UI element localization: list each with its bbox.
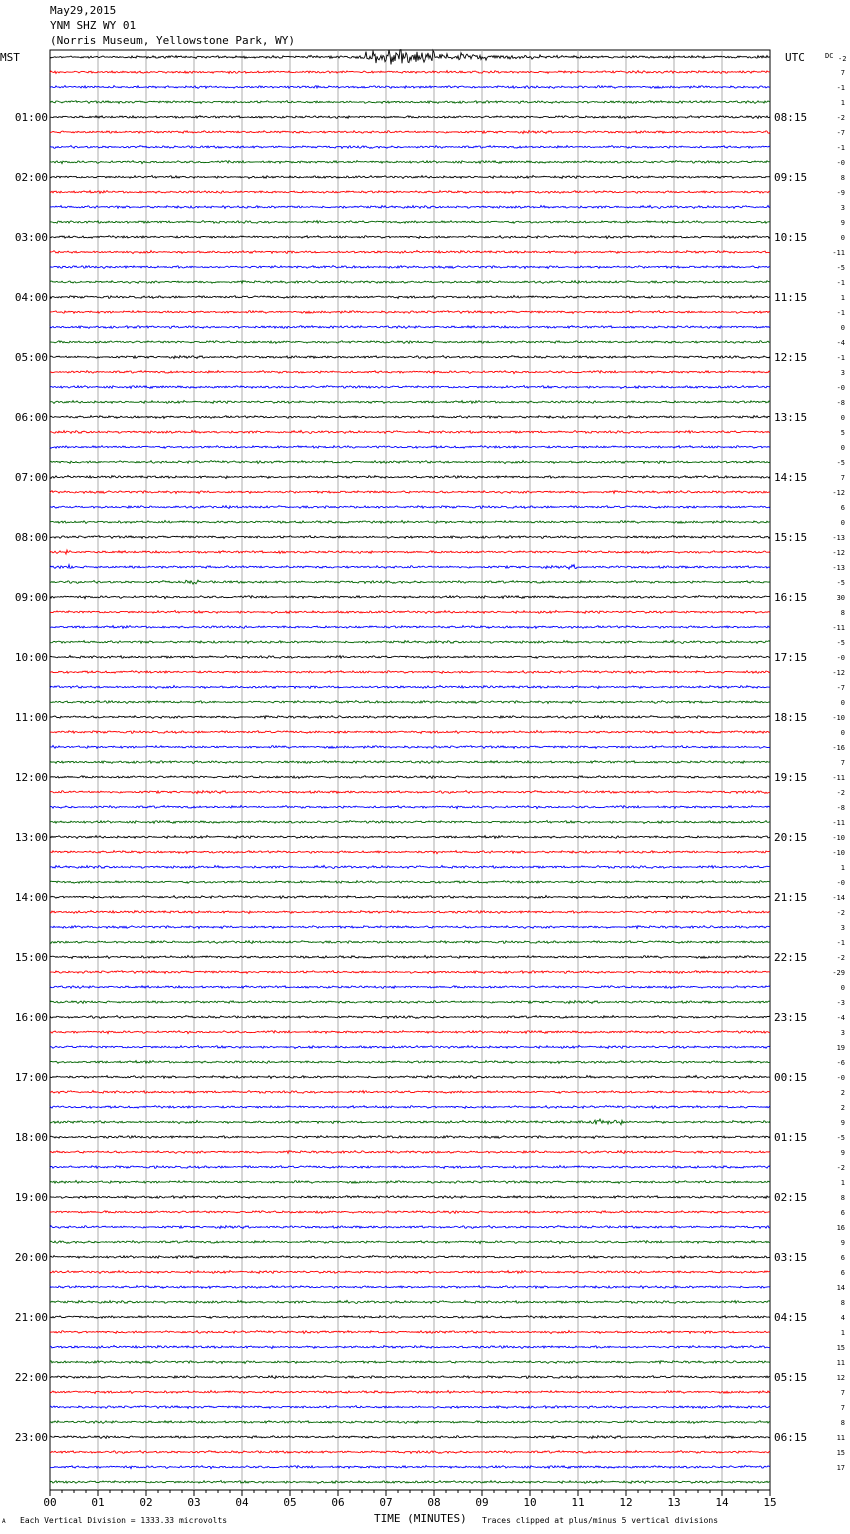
utc-hour-label: 02:15: [774, 1191, 808, 1204]
dc-offset-label: 1: [840, 1179, 845, 1187]
dc-offset-label: -11: [832, 624, 845, 632]
trace-47: [50, 761, 770, 764]
dc-offset-label: -12: [832, 549, 845, 557]
trace-87: [50, 1361, 770, 1364]
trace-26: [50, 446, 770, 449]
dc-offset-label: -0: [836, 384, 845, 392]
utc-hour-label: 04:15: [774, 1311, 808, 1324]
trace-72: [50, 1136, 770, 1139]
utc-hour-label: 16:15: [774, 591, 808, 604]
dc-offset-label: 6: [840, 1254, 845, 1262]
trace-49: [50, 791, 770, 794]
trace-83: [50, 1300, 770, 1303]
trace-28: [50, 476, 770, 479]
trace-64: [50, 1016, 770, 1019]
x-tick-label: 00: [43, 1496, 57, 1509]
trace-18: [50, 326, 770, 329]
station-location: (Norris Museum, Yellowstone Park, WY): [50, 34, 296, 47]
trace-32: [50, 536, 770, 539]
trace-33: [50, 550, 770, 554]
dc-offset-label: -10: [832, 849, 845, 857]
trace-70: [50, 1106, 770, 1109]
dc-offset-label: 30: [836, 594, 845, 602]
dc-offset-label: 1: [840, 294, 845, 302]
dc-offset-label: 7: [840, 69, 845, 77]
trace-52: [50, 836, 770, 839]
utc-hour-label: 10:15: [774, 231, 808, 244]
dc-offset-label: -1: [836, 279, 845, 287]
dc-offset-label: -0: [836, 879, 845, 887]
dc-offset-label: -5: [836, 639, 845, 647]
dc-offset-label: -5: [836, 459, 845, 467]
mst-hour-label: 09:00: [14, 591, 48, 604]
trace-85: [50, 1331, 770, 1334]
trace-92: [50, 1436, 770, 1439]
utc-hour-label: 12:15: [774, 351, 808, 364]
x-tick-label: 08: [427, 1496, 441, 1509]
utc-hour-label: 17:15: [774, 651, 808, 664]
dc-offset-label: 0: [840, 984, 845, 992]
x-tick-label: 15: [763, 1496, 777, 1509]
x-tick-label: 02: [139, 1496, 153, 1509]
trace-79: [50, 1241, 770, 1244]
x-tick-label: 10: [523, 1496, 537, 1509]
trace-86: [50, 1346, 770, 1349]
trace-25: [50, 430, 770, 433]
trace-39: [50, 640, 770, 643]
trace-46: [50, 746, 770, 749]
dc-offset-label: 11: [836, 1359, 845, 1367]
trace-78: [50, 1226, 770, 1229]
trace-48: [50, 776, 770, 779]
dc-offset-label: -0: [836, 1074, 845, 1082]
trace-88: [50, 1376, 770, 1379]
trace-2: [50, 86, 770, 89]
dc-offset-label: 9: [840, 219, 845, 227]
dc-offset-label: 14: [836, 1284, 845, 1292]
mst-hour-label: 20:00: [14, 1251, 48, 1264]
dc-offset-label: 8: [840, 174, 845, 182]
trace-36: [50, 596, 770, 599]
dc-offset-label: -0: [836, 159, 845, 167]
mst-hour-label: 01:00: [14, 111, 48, 124]
utc-hour-label: 13:15: [774, 411, 808, 424]
dc-offset-label: 9: [840, 1239, 845, 1247]
dc-offset-label: 3: [840, 369, 845, 377]
dc-offset-label: 17: [836, 1464, 845, 1472]
dc-offset-label: -1: [836, 309, 845, 317]
trace-57: [50, 911, 770, 914]
dc-offset-label: -9: [836, 189, 845, 197]
dc-offset-label: 0: [840, 699, 845, 707]
mst-hour-label: 12:00: [14, 771, 48, 784]
dc-offset-label: 8: [840, 1194, 845, 1202]
dc-offset-label: -10: [832, 834, 845, 842]
mst-hour-label: 07:00: [14, 471, 48, 484]
trace-62: [50, 986, 770, 989]
mst-hour-label: 21:00: [14, 1311, 48, 1324]
dc-offset-label: -11: [832, 774, 845, 782]
trace-90: [50, 1406, 770, 1409]
x-axis-title: TIME (MINUTES): [374, 1512, 467, 1525]
x-tick-label: 04: [235, 1496, 249, 1509]
trace-42: [50, 686, 770, 689]
dc-offset-label: -7: [836, 129, 845, 137]
x-tick-label: 09: [475, 1496, 489, 1509]
dc-offset-label: -13: [832, 564, 845, 572]
dc-axis-title: DC: [825, 52, 834, 60]
trace-30: [50, 506, 770, 509]
trace-61: [50, 971, 770, 974]
trace-93: [50, 1451, 770, 1454]
dc-offset-label: -3: [836, 999, 845, 1007]
utc-hour-label: 23:15: [774, 1011, 808, 1024]
dc-offset-label: 7: [840, 1389, 845, 1397]
trace-45: [50, 731, 770, 734]
trace-76: [50, 1196, 770, 1199]
x-tick-label: 13: [667, 1496, 681, 1509]
trace-69: [50, 1091, 770, 1094]
dc-offset-label: 8: [840, 609, 845, 617]
utc-hour-label: 05:15: [774, 1371, 808, 1384]
trace-80: [50, 1256, 770, 1259]
dc-offset-label: 6: [840, 1209, 845, 1217]
trace-1: [50, 71, 770, 74]
trace-19: [50, 341, 770, 344]
trace-21: [50, 371, 770, 374]
dc-offset-label: 0: [840, 729, 845, 737]
dc-offset-label: 6: [840, 1269, 845, 1277]
dc-offset-label: 9: [840, 1149, 845, 1157]
trace-12: [50, 236, 770, 239]
dc-offset-label: 1: [840, 1329, 845, 1337]
mst-hour-label: 04:00: [14, 291, 48, 304]
trace-95: [50, 1481, 770, 1484]
dc-offset-label: -1: [836, 939, 845, 947]
x-tick-label: 11: [571, 1496, 585, 1509]
dc-offset-label: 15: [836, 1344, 845, 1352]
dc-offset-label: 3: [840, 924, 845, 932]
utc-hour-label: 18:15: [774, 711, 808, 724]
dc-offset-label: 1: [840, 864, 845, 872]
trace-74: [50, 1166, 770, 1169]
clip-note: Traces clipped at plus/minus 5 vertical divisions: [482, 1516, 719, 1525]
utc-hour-label: 20:15: [774, 831, 808, 844]
trace-54: [50, 865, 770, 868]
trace-7: [50, 161, 770, 164]
trace-37: [50, 611, 770, 614]
mst-hour-label: 19:00: [14, 1191, 48, 1204]
dc-offset-label: -4: [836, 339, 845, 347]
mst-hour-label: 14:00: [14, 891, 48, 904]
dc-offset-label: -1: [836, 354, 845, 362]
dc-offset-label: -6: [836, 1059, 845, 1067]
trace-13: [50, 251, 770, 254]
dc-offset-label: -12: [832, 489, 845, 497]
trace-50: [50, 806, 770, 809]
mst-hour-label: 06:00: [14, 411, 48, 424]
mst-hour-label: 03:00: [14, 231, 48, 244]
trace-6: [50, 146, 770, 149]
trace-89: [50, 1391, 770, 1394]
trace-91: [50, 1421, 770, 1424]
trace-65: [50, 1031, 770, 1034]
trace-24: [50, 416, 770, 419]
trace-55: [50, 881, 770, 884]
utc-hour-label: 09:15: [774, 171, 808, 184]
trace-31: [50, 521, 770, 524]
trace-84: [50, 1316, 770, 1319]
dc-offset-label: 6: [840, 504, 845, 512]
trace-34: [50, 565, 770, 570]
trace-22: [50, 386, 770, 389]
dc-offset-label: 0: [840, 324, 845, 332]
trace-81: [50, 1271, 770, 1274]
mst-hour-label: 08:00: [14, 531, 48, 544]
trace-40: [50, 656, 770, 659]
mst-hour-label: 13:00: [14, 831, 48, 844]
trace-3: [50, 101, 770, 104]
dc-offset-label: -2: [836, 909, 845, 917]
dc-offset-label: -2: [836, 1164, 845, 1172]
trace-41: [50, 671, 770, 674]
dc-offset-label: -1: [836, 84, 845, 92]
trace-14: [50, 266, 770, 269]
mst-hour-label: 15:00: [14, 951, 48, 964]
dc-offset-label: 0: [840, 234, 845, 242]
trace-20: [50, 356, 770, 359]
mst-hour-label: 17:00: [14, 1071, 48, 1084]
dc-offset-label: -4: [836, 1014, 845, 1022]
trace-10: [50, 205, 770, 208]
trace-35: [50, 580, 770, 584]
trace-17: [50, 311, 770, 314]
dc-offset-label: 19: [836, 1044, 845, 1052]
dc-offset-label: 0: [840, 519, 845, 527]
dc-offset-label: -2: [836, 954, 845, 962]
scale-note: Each Vertical Division = 1333.33 microvolts: [20, 1516, 228, 1525]
trace-68: [50, 1075, 770, 1079]
dc-offset-label: 5: [840, 429, 845, 437]
dc-offset-label: 7: [840, 474, 845, 482]
dc-offset-label: -8: [836, 399, 845, 407]
trace-58: [50, 926, 770, 929]
trace-53: [50, 851, 770, 854]
dc-offset-label: -2: [836, 114, 845, 122]
trace-75: [50, 1181, 770, 1184]
mst-hour-label: 05:00: [14, 351, 48, 364]
dc-offset-label: 3: [840, 1029, 845, 1037]
dc-offset-label: -11: [832, 819, 845, 827]
utc-hour-label: 11:15: [774, 291, 808, 304]
dc-offset-label: -2: [838, 55, 847, 63]
utc-hour-label: 21:15: [774, 891, 808, 904]
mst-hour-label: 18:00: [14, 1131, 48, 1144]
dc-offset-label: -5: [836, 579, 845, 587]
trace-43: [50, 701, 770, 704]
trace-66: [50, 1046, 770, 1049]
trace-0: [50, 50, 770, 65]
corner-mark: A: [2, 1518, 6, 1525]
utc-hour-label: 14:15: [774, 471, 808, 484]
trace-9: [50, 191, 770, 194]
mst-hour-label: 16:00: [14, 1011, 48, 1024]
dc-offset-label: -14: [832, 894, 845, 902]
dc-offset-label: -1: [836, 144, 845, 152]
trace-8: [50, 176, 770, 179]
utc-hour-label: 00:15: [774, 1071, 808, 1084]
trace-44: [50, 716, 770, 719]
utc-hour-label: 01:15: [774, 1131, 808, 1144]
x-tick-label: 05: [283, 1496, 297, 1509]
trace-77: [50, 1211, 770, 1214]
trace-51: [50, 821, 770, 824]
trace-56: [50, 896, 770, 899]
dc-offset-label: -7: [836, 684, 845, 692]
dc-offset-label: -29: [832, 969, 845, 977]
dc-offset-label: -13: [832, 534, 845, 542]
dc-offset-label: 1: [840, 99, 845, 107]
trace-73: [50, 1151, 770, 1154]
trace-23: [50, 401, 770, 404]
dc-offset-label: 9: [840, 1119, 845, 1127]
dc-offset-label: 2: [840, 1104, 845, 1112]
trace-67: [50, 1061, 770, 1064]
dc-offset-label: 7: [840, 1404, 845, 1412]
x-tick-label: 07: [379, 1496, 393, 1509]
dc-offset-label: -11: [832, 249, 845, 257]
x-tick-label: 03: [187, 1496, 201, 1509]
dc-offset-label: -0: [836, 654, 845, 662]
dc-offset-label: 15: [836, 1449, 845, 1457]
mst-hour-label: 02:00: [14, 171, 48, 184]
dc-offset-label: 16: [836, 1224, 845, 1232]
trace-82: [50, 1286, 770, 1289]
mst-hour-label: 23:00: [14, 1431, 48, 1444]
dc-offset-label: -5: [836, 1134, 845, 1142]
dc-offset-label: -2: [836, 789, 845, 797]
station-code: YNM SHZ WY 01: [50, 19, 137, 32]
trace-63: [50, 1001, 770, 1004]
dc-offset-label: -5: [836, 264, 845, 272]
dc-offset-label: 0: [840, 414, 845, 422]
trace-16: [50, 296, 770, 299]
dc-offset-label: 11: [836, 1434, 845, 1442]
mst-axis-title: MST: [0, 51, 20, 64]
trace-11: [50, 221, 770, 224]
dc-offset-label: 8: [840, 1419, 845, 1427]
dc-offset-label: 0: [840, 444, 845, 452]
plot-date: May29,2015: [50, 4, 117, 17]
dc-offset-label: 12: [836, 1374, 845, 1382]
dc-offset-label: 3: [840, 204, 845, 212]
x-tick-label: 14: [715, 1496, 729, 1509]
x-tick-label: 06: [331, 1496, 345, 1509]
dc-offset-label: -10: [832, 714, 845, 722]
trace-29: [50, 491, 770, 494]
trace-60: [50, 956, 770, 959]
utc-hour-label: 06:15: [774, 1431, 808, 1444]
mst-hour-label: 10:00: [14, 651, 48, 664]
trace-27: [50, 461, 770, 464]
dc-offset-label: -8: [836, 804, 845, 812]
dc-offset-label: -16: [832, 744, 845, 752]
utc-hour-label: 19:15: [774, 771, 808, 784]
trace-59: [50, 941, 770, 944]
utc-hour-label: 08:15: [774, 111, 808, 124]
utc-hour-label: 03:15: [774, 1251, 808, 1264]
trace-4: [50, 116, 770, 119]
dc-offset-label: 7: [840, 759, 845, 767]
utc-hour-label: 22:15: [774, 951, 808, 964]
dc-offset-label: -12: [832, 669, 845, 677]
mst-hour-label: 11:00: [14, 711, 48, 724]
dc-offset-label: 2: [840, 1089, 845, 1097]
dc-offset-label: 8: [840, 1299, 845, 1307]
trace-38: [50, 626, 770, 629]
utc-axis-title: UTC: [785, 51, 805, 64]
x-tick-label: 01: [91, 1496, 105, 1509]
trace-94: [50, 1466, 770, 1469]
utc-hour-label: 15:15: [774, 531, 808, 544]
trace-5: [50, 131, 770, 134]
x-tick-label: 12: [619, 1496, 633, 1509]
trace-15: [50, 281, 770, 284]
dc-offset-label: 4: [840, 1314, 845, 1322]
trace-71: [50, 1119, 770, 1125]
mst-hour-label: 22:00: [14, 1371, 48, 1384]
